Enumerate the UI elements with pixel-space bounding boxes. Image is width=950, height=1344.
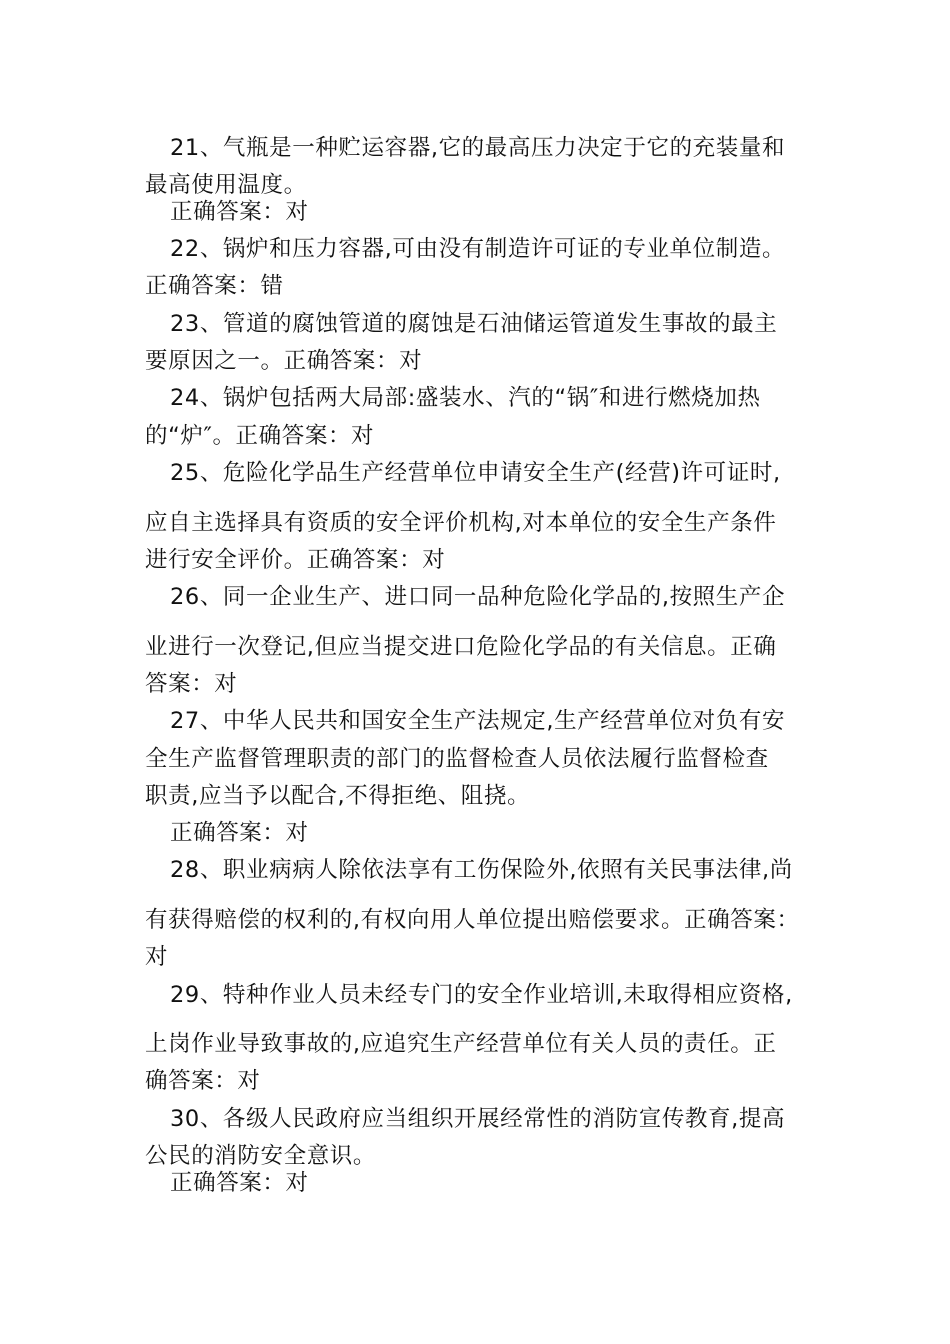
q28-line-3: 对 <box>145 944 169 970</box>
q29-line-3: 确答案：对 <box>145 1068 261 1094</box>
q26-line-1: 26、同一企业生产、进口同一品种危险化学品的,按照生产企 <box>170 584 786 610</box>
q25-line-2: 应自主选择具有资质的安全评价机构,对本单位的安全生产条件 <box>145 510 777 536</box>
q27-answer: 正确答案：对 <box>170 820 309 846</box>
q29-line-1: 29、特种作业人员未经专门的安全作业培训,未取得相应资格, <box>170 982 793 1008</box>
q23-line-1: 23、管道的腐蚀管道的腐蚀是石油储运管道发生事故的最主 <box>170 311 778 337</box>
q21-answer: 正确答案：对 <box>170 199 309 225</box>
q25-line-1: 25、危险化学品生产经营单位申请安全生产(经营)许可证时, <box>170 460 781 486</box>
q28-line-1: 28、职业病病人除依法享有工伤保险外,依照有关民事法律,尚 <box>170 857 793 883</box>
q29-line-2: 上岗作业导致事故的,应追究生产经营单位有关人员的责任。正 <box>145 1031 777 1057</box>
q27-line-2: 全生产监督管理职责的部门的监督检查人员依法履行监督检查 <box>145 746 769 772</box>
q22-answer: 正确答案：错 <box>145 273 284 299</box>
q26-line-2: 业进行一次登记,但应当提交进口危险化学品的有关信息。正确 <box>145 634 777 660</box>
q30-line-2: 公民的消防安全意识。 <box>145 1143 377 1169</box>
q26-line-3: 答案：对 <box>145 671 238 697</box>
q25-line-3: 进行安全评价。正确答案：对 <box>145 547 446 573</box>
q23-line-2: 要原因之一。正确答案：对 <box>145 348 423 374</box>
q30-answer: 正确答案：对 <box>170 1170 309 1196</box>
q22-line-1: 22、锅炉和压力容器,可由没有制造许可证的专业单位制造。 <box>170 236 786 262</box>
q21-line-1: 21、气瓶是一种贮运容器,它的最高压力决定于它的充装量和 <box>170 135 786 161</box>
q27-line-1: 27、中华人民共和国安全生产法规定,生产经营单位对负有安 <box>170 708 786 734</box>
q30-line-1: 30、各级人民政府应当组织开展经常性的消防宣传教育,提高 <box>170 1106 786 1132</box>
q24-line-1: 24、锅炉包括两大局部:盛装水、汽的“锅″和进行燃烧加热 <box>170 385 761 411</box>
q21-line-2: 最高使用温度。 <box>145 172 307 198</box>
q28-line-2: 有获得赔偿的权利的,有权向用人单位提出赔偿要求。正确答案： <box>145 907 800 933</box>
q27-line-3: 职责,应当予以配合,不得拒绝、阻挠。 <box>145 783 531 809</box>
q24-line-2: 的“炉″。正确答案：对 <box>145 423 375 449</box>
